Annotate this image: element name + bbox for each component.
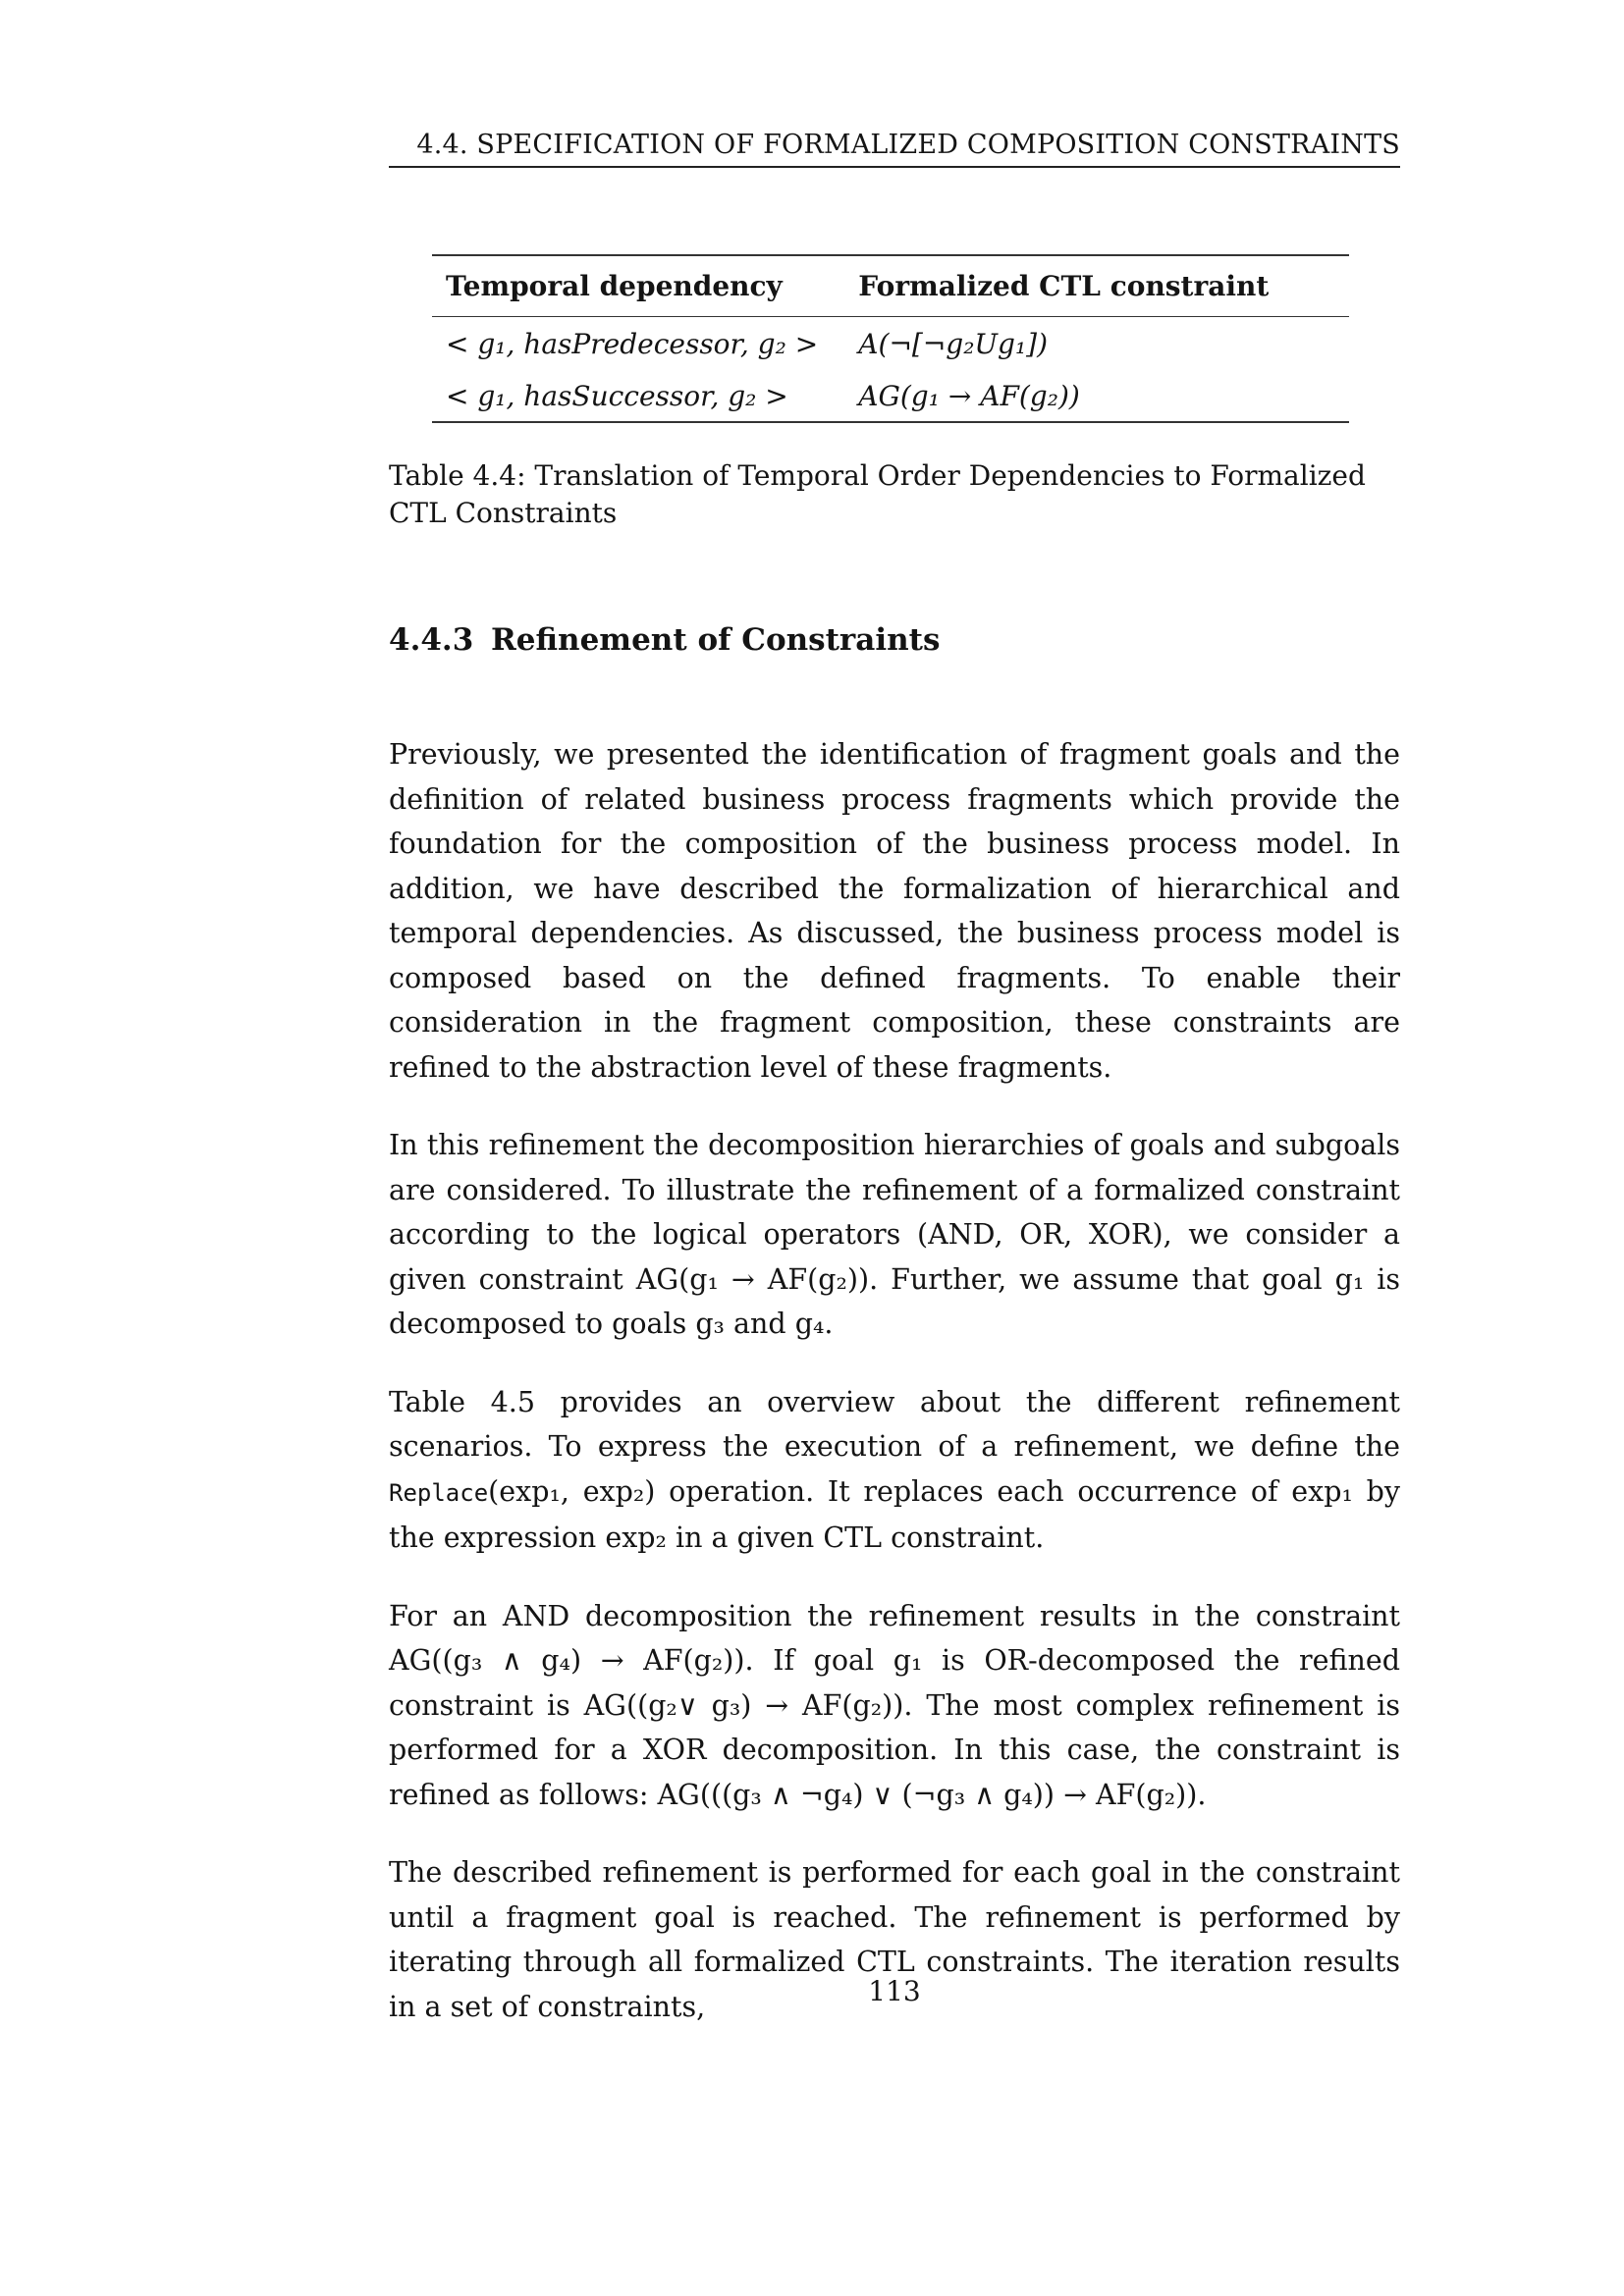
body-text bbox=[389, 732, 1400, 2062]
dependency-table-container bbox=[432, 254, 1349, 423]
section-title: Refinement of Constraints bbox=[491, 622, 941, 658]
paragraph-3 bbox=[389, 1380, 1400, 1561]
column-header-ctl-constraint: Formalized CTL constraint bbox=[844, 255, 1349, 317]
table-cell-constraint: AG(g₁ → AF(g₂)) bbox=[844, 369, 1349, 422]
table-row bbox=[432, 369, 1349, 422]
column-header-temporal-dependency: Temporal dependency bbox=[432, 255, 844, 317]
table-cell-dependency: < g₁, hasPredecessor, g₂ > bbox=[446, 328, 819, 360]
running-header: 4.4. SPECIFICATION OF FORMALIZED COMPOSITION CONSTRAINTS bbox=[389, 130, 1400, 168]
page-number: 113 bbox=[868, 1975, 921, 2007]
replace-operation-code: Replace bbox=[389, 1478, 489, 1507]
table-cell-constraint: A(¬[¬g₂Ug₁]) bbox=[858, 328, 1049, 360]
section-heading bbox=[389, 622, 940, 658]
paragraph-2: In this refinement the decomposition hierarchies of goals and subgoals are considered. To illustrate the refinement of a formalized constraint according to the logical operators (AND, OR, XOR), we consider a given constraint AG(g₁ → AF(g₂)). Further, we assume that goal g₁ is decomposed to goals g₃ and g₄. bbox=[389, 1129, 1400, 1340]
table-caption: Table 4.4: Translation of Temporal Order Dependencies to Formalized CTL Constraints bbox=[389, 459, 1366, 529]
paragraph-4: For an AND decomposition the refinement results in the constraint AG((g₃ ∧ g₄) → AF(g₂)). If goal g₁ is OR-decomposed the refined constraint is AG((g₂∨ g₃) → AF(g₂)). The most complex refinement is performed for a XOR decomposition. In this case, the constraint is refined as follows: AG(((g₃ ∧ ¬g₄) ∨ (¬g₃ ∧ g₄)) → AF(g₂)). bbox=[389, 1599, 1400, 1811]
section-number: 4.4.3 bbox=[389, 622, 474, 658]
dependency-table bbox=[432, 254, 1349, 423]
table-header-row bbox=[432, 255, 1349, 317]
table-row bbox=[432, 317, 1349, 370]
paragraph-1: Previously, we presented the identification of fragment goals and the definition of related business process fragments which provide the foundation for the composition of the business process model. In addition, we have described the formalization of hierarchical and temporal dependencies. As discussed, the business process model is composed based on the defined fragments. To enable their consideration in the fragment composition, these constraints are refined to the abstraction level of these fragments. bbox=[389, 738, 1400, 1084]
paragraph-5: The described refinement is performed for each goal in the constraint until a fragment goal is reached. The refinement is performed by iterating through all formalized CTL constraints. The iteration results in a set of constraints, bbox=[389, 1856, 1400, 2023]
table-cell-dependency: < g₁, hasSuccessor, g₂ > bbox=[432, 369, 844, 422]
paragraph-3-lead: Table 4.5 provides an overview about the different refinement scenarios. To express the execution of a refinement, we define the bbox=[389, 1385, 1400, 1463]
paragraph-3-tail: (exp₁, exp₂) operation. It replaces each occurrence of exp₁ by the expression exp₂ in a given CTL constraint. bbox=[389, 1474, 1400, 1554]
